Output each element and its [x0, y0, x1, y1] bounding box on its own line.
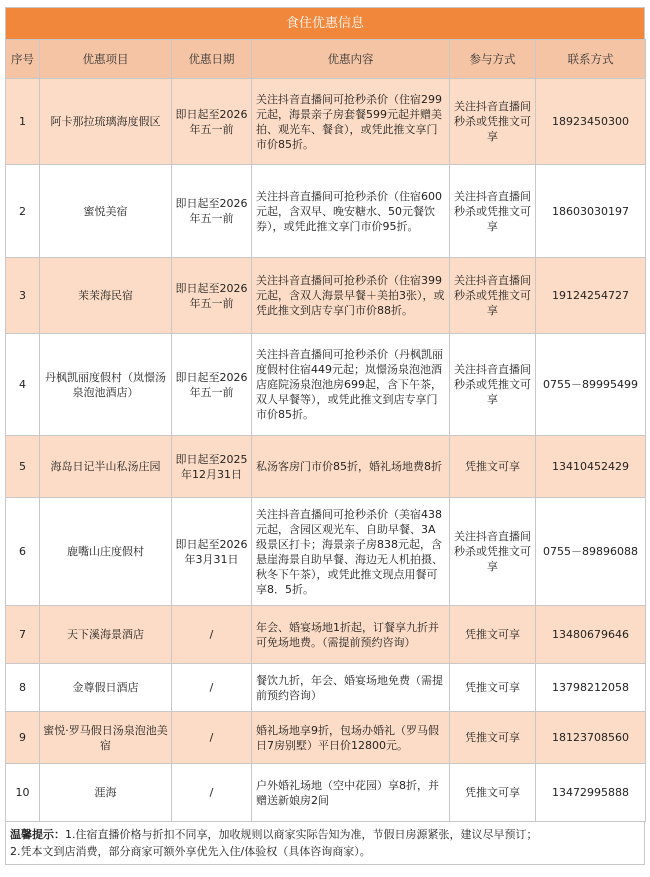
cell-project: 茉茉海民宿	[40, 258, 172, 334]
cell-content: 年会、婚宴场地1折起，订餐享九折并可免场地费。（需提前预约咨询）	[252, 606, 450, 664]
cell-project: 海岛日记半山私汤庄园	[40, 436, 172, 498]
cell-contact: 19124254727	[536, 258, 646, 334]
cell-content: 关注抖音直播间可抢秒杀价（住宿600元起，含双早、晚安糖水、50元餐饮券），或凭此推文享门市价95折。	[252, 165, 450, 258]
cell-date: 即日起至2025年12月31日	[172, 436, 252, 498]
tips-line-1	[10, 826, 640, 843]
cell-project: 蜜悦美宿	[40, 165, 172, 258]
cell-date: /	[172, 606, 252, 664]
cell-content: 私汤客房门市价85折，婚礼场地费8折	[252, 436, 450, 498]
cell-contact: 18603030197	[536, 165, 646, 258]
discount-table	[5, 39, 646, 822]
cell-method: 凭推文可享	[450, 436, 536, 498]
tips-line-2: 2.凭本文到店消费，部分商家可额外享优先入住/体验权（具体咨询商家）。	[10, 845, 371, 858]
cell-contact: 0755－89995499	[536, 334, 646, 436]
cell-contact: 18123708560	[536, 712, 646, 764]
cell-no: 9	[6, 712, 40, 764]
cell-method: 关注抖音直播间秒杀或凭推文可享	[450, 165, 536, 258]
header-content: 优惠内容	[252, 40, 450, 79]
table-row	[6, 764, 646, 822]
cell-date: /	[172, 764, 252, 822]
cell-no: 8	[6, 664, 40, 712]
cell-contact: 18923450300	[536, 79, 646, 165]
sheet-title: 食住优惠信息	[5, 7, 645, 39]
table-row	[6, 165, 646, 258]
cell-project: 涯海	[40, 764, 172, 822]
cell-content: 婚礼场地享9折，包场办婚礼（罗马假日7房别墅）平日价12800元。	[252, 712, 450, 764]
cell-content: 关注抖音直播间可抢秒杀价（丹枫凯丽度假村住宿449元起；岚憬汤泉泡池酒店庭院汤泉泡池房699起，含下午茶，双人早餐等），或凭此推文到店专享门市价85折。	[252, 334, 450, 436]
header-project: 优惠项目	[40, 40, 172, 79]
cell-date: 即日起至2026年五一前	[172, 258, 252, 334]
cell-method: 关注抖音直播间秒杀或凭推文可享	[450, 79, 536, 165]
cell-date: 即日起至2026年五一前	[172, 79, 252, 165]
cell-content: 关注抖音直播间可抢秒杀价（美宿438元起，含园区观光车、自助早餐、3A级景区打卡；海景亲子房838元起，含悬崖海景自助早餐、海边无人机拍摄、秋冬下午茶），或凭此推文现点用餐可享8．5折。	[252, 498, 450, 606]
header-method: 参与方式	[450, 40, 536, 79]
cell-date: /	[172, 712, 252, 764]
table-row	[6, 79, 646, 165]
cell-no: 6	[6, 498, 40, 606]
cell-contact: 13410452429	[536, 436, 646, 498]
table-row	[6, 606, 646, 664]
tips-block	[5, 822, 645, 865]
cell-date: 即日起至2026年五一前	[172, 334, 252, 436]
cell-project: 丹枫凯丽度假村（岚憬汤泉泡池酒店）	[40, 334, 172, 436]
discount-sheet	[5, 7, 645, 865]
cell-content: 餐饮九折，年会、婚宴场地免费（需提前预约咨询）	[252, 664, 450, 712]
table-header-row	[6, 40, 646, 79]
cell-content: 户外婚礼场地（空中花园）享8折，并赠送新娘房2间	[252, 764, 450, 822]
cell-contact: 13472995888	[536, 764, 646, 822]
table-row	[6, 334, 646, 436]
cell-no: 3	[6, 258, 40, 334]
cell-content: 关注抖音直播间可抢秒杀价（住宿399元起，含双人海景早餐＋美拍3张），或凭此推文到店专享门市价88折。	[252, 258, 450, 334]
cell-no: 2	[6, 165, 40, 258]
cell-method: 关注抖音直播间秒杀或凭推文可享	[450, 334, 536, 436]
cell-date: 即日起至2026年五一前	[172, 165, 252, 258]
table-row	[6, 436, 646, 498]
table-row	[6, 498, 646, 606]
cell-project: 阿卡那拉琉璃海度假区	[40, 79, 172, 165]
table-row	[6, 664, 646, 712]
table-row	[6, 712, 646, 764]
cell-method: 凭推文可享	[450, 764, 536, 822]
cell-method: 凭推文可享	[450, 606, 536, 664]
cell-content: 关注抖音直播间可抢秒杀价（住宿299元起，海景亲子房套餐599元起并赠美拍、观光车、餐食），或凭此推文享门市价85折。	[252, 79, 450, 165]
cell-no: 7	[6, 606, 40, 664]
cell-method: 凭推文可享	[450, 712, 536, 764]
cell-no: 5	[6, 436, 40, 498]
tips-label: 温馨提示：	[10, 828, 65, 841]
header-no: 序号	[6, 40, 40, 79]
cell-no: 4	[6, 334, 40, 436]
cell-project: 蜜悦·罗马假日汤泉泡池美宿	[40, 712, 172, 764]
cell-project: 鹿嘴山庄度假村	[40, 498, 172, 606]
cell-method: 关注抖音直播间秒杀或凭推文可享	[450, 498, 536, 606]
cell-contact: 13480679646	[536, 606, 646, 664]
header-contact: 联系方式	[536, 40, 646, 79]
header-date: 优惠日期	[172, 40, 252, 79]
cell-no: 10	[6, 764, 40, 822]
cell-date: 即日起至2026年3月31日	[172, 498, 252, 606]
cell-method: 关注抖音直播间秒杀或凭推文可享	[450, 258, 536, 334]
tips-text-1: 1.住宿直播价格与折扣不同享，加收规则以商家实际告知为准，节假日房源紧张，建议尽早预订；	[65, 828, 538, 841]
cell-project: 天下溪海景酒店	[40, 606, 172, 664]
cell-no: 1	[6, 79, 40, 165]
cell-date: /	[172, 664, 252, 712]
cell-project: 金尊假日酒店	[40, 664, 172, 712]
cell-contact: 13798212058	[536, 664, 646, 712]
table-row	[6, 258, 646, 334]
cell-method: 凭推文可享	[450, 664, 536, 712]
cell-contact: 0755－89896088	[536, 498, 646, 606]
